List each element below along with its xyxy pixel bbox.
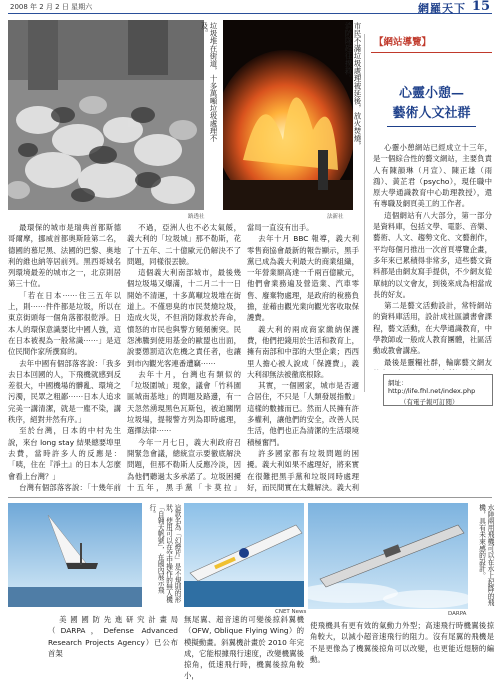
bottom-paragraph: 使飛機具有更有效的氣動力外型；高速飛行時機翼後掠角較大，以減小超音速飛行的阻力。沒有尾翼的飛機是不是更像為了機翼後掠角可以改變，也更能近翅膀的編動。	[310, 621, 494, 664]
col3-paragraph: 義大利的兩成商家繳納保護費，他們把錢用於生活和教育上，擁有南部和中部的大型企業；西西里人擔心被人說成「保護費」，義大利卻無法被徹底根除。	[247, 324, 359, 379]
flying-wing-caption: 這款名為「幻燈片」是不規則的形狀，使用可以在空中操作的無人機「自翱天帆號」，在國內展示飛行。	[147, 504, 181, 603]
sidebar-title-line2: 藝術人文社群	[392, 106, 471, 121]
bottom-section-divider	[8, 497, 492, 498]
garbage-pile-image	[8, 20, 204, 210]
col2-paragraph: 去年十月，台灣也有類似的「垃圾圍城」現象，議會「竹科園區城南基地」的問題及路邊，有一天忽然湧現黑色瓦斯包，被迫關閉垃圾場，提報警方列為即時處理，選擇法律⋯⋯	[127, 369, 241, 436]
col1-paragraph: 「若在日本⋯⋯住三五年以上，則⋯⋯件件都是垃圾，所以在東京街頭每一個角落都很乾淨。日本人的環保意識要比中國人強，這在日本被視為一般常識⋯⋯」是這位民間作家所撰寫的。	[8, 290, 121, 357]
website-url-box	[383, 374, 493, 406]
col1-paragraph: 去年中國有個部落客說：「我多去日本回國的人，下飛機就感到反差很大，中國機場的髒亂、環境之污濁，民眾之粗鄙⋯⋯日本人追求完美一講清潔，就是一塵不染，講秩序，絕對井然有序。」	[8, 358, 121, 425]
page-number: 15	[471, 0, 490, 14]
col3-paragraph: 去年十月 BBC 報導，義大利零售商協會最新的報告顯示，黑手黨已成為義大利最大的商業組織，一年營業額高達一千兩百億歐元，他們會業務遍及營造業、汽車零售、廢棄物處理，是政府的稅務負擔，並藉由觀光業向觀光客收取保護費。	[247, 234, 359, 323]
article-column-3	[247, 222, 359, 494]
darpa-photo	[308, 503, 468, 609]
sidebar-body	[373, 142, 492, 370]
garbage-photo-credit: 路透社	[188, 214, 205, 220]
flying-wing-image	[8, 503, 142, 607]
section-name: 網羅天下	[418, 2, 466, 15]
col3-paragraph: 當局一直沒有出手。	[247, 223, 314, 232]
bottom-column-2	[184, 614, 304, 690]
newsletter-note: （有電子報可訂閱）	[400, 398, 459, 406]
garbage-photo	[8, 20, 204, 210]
sidebar-paragraph: 這個網站有八大部分，第一部分是資料庫，包括文學、電影、音樂、藝術、人文、趨勢文化、文藝創作，平均每個月推出一次首頁導覽企畫，多年來已累積得非常多，這些藝文資料都是由網友寫手提供，不少網友從單純的以文會友，到後來成為相當成長的好友。	[373, 210, 492, 299]
col3-paragraph: 其實，一個國家，城市是否適合居住，不只是「人類發展指數」這樣的數據而已。然而人民擁有許多權利，讓他們的安全，改善人民生活，他們也正為清潔的生活環境積極奮鬥。	[247, 381, 359, 447]
sidebar-title-underline	[387, 126, 476, 127]
bottom-column-3	[310, 620, 494, 690]
sidebar-tag: 【網站導覽】	[374, 37, 432, 48]
craft-photo	[184, 503, 304, 607]
bottom-column-1	[8, 614, 178, 690]
fire-photo-caption: 市民不滿垃圾處理被延後，放火焚燒，消防隊趕往撲救。	[344, 22, 362, 150]
article-column-2	[127, 222, 241, 494]
fire-photo-credit: 法新社	[327, 214, 344, 220]
col2-paragraph: 今年一月七日，義大利政府召開緊急會議，總統宣示要徹底解決問題，但那不勒斯人反應冷淡，因為他們聽過太多承諾了。垃圾困擾十五年，黑手黨「卡莫拉」	[127, 437, 241, 492]
bottom-paragraph: 美國國防先進研究計畫局（DARPA，Defense Advanced Research Projects Agency）已公布首架	[48, 615, 178, 658]
article-column-1	[8, 222, 121, 494]
col2-paragraph: 不過，亞洲人也不必太氣餒，義大利的「垃圾城」那不勒斯，花了十五年、二十億歐元仍解決不了問題，同樣很丟臉。	[127, 223, 241, 266]
page-header	[8, 0, 492, 14]
sidebar-paragraph: 第二是藝文活動設計，常特網站的資料庫活用，設計成社區讀書會課程，藝文活動，在大學通識教育，中學教師或一般成人教育團體，社區活動或教會講座。	[373, 301, 492, 356]
darpa-photo-credit: DARPA	[448, 611, 467, 617]
sidebar-paragraph: 心靈小憩網站已經成立十三年，是一個綜合性的藝文網站，主要負責人有陳韻琳（月宣）、陳正雄（雨鴻）、黃芷君（psycho），現任職中原大學通識教育中心助理教授），還有專職及網頁美工的工作者。	[373, 143, 492, 209]
bottom-paragraph: 無尾翼、超音速的可變後掠斜翼機（OFW, Oblique Flying Wing）的模擬動畫。斜翼機計畫於 2010 年完成，它能根據飛行速度，改變機翼後掠角，低速飛行時，機翼後掠角較小，	[184, 615, 304, 681]
sidebar-title-line1: 心靈小憩—	[398, 86, 464, 101]
col1-paragraph: 台灣有個部落客說：「十幾年前	[19, 482, 121, 492]
col1-paragraph: 最環保的城市是瑞典首都斯德哥爾摩，挪威首都奧斯陸第二名，德國的慕尼黑、法國的巴黎、奧地利的維也納等居前列。黑西哥城名列環境最差的城市之一，北京則居第三十位。	[8, 223, 121, 289]
col3-paragraph: 許多國家都有垃圾問題的困擾。義大利如果不處理好，將來實在很難把黑手黨和垃圾同時處理好，而民間實在太難解決。義大利	[247, 448, 359, 492]
craft-photo-credit: CNET News	[275, 609, 307, 615]
flying-wing-photo	[8, 503, 142, 607]
col1-paragraph: 至於台灣，日本的中村先生說，來台 long stay 結果總要埠里去費，當時許多人的反應是：「咦，住在『淨土』的日本人怎麼會看上台灣？」	[8, 426, 121, 481]
oblique-wing-image	[308, 503, 468, 609]
wing-craft-image	[184, 503, 304, 607]
issue-date: 2008 年 2 月 2 日 星期六	[10, 3, 93, 11]
darpa-photo-caption: 水陸兩用飛機可以在水上起降的飛機，具有未來感的設計。	[477, 504, 494, 606]
website-url[interactable]: 網址：http://life.fhl.net/index.php	[388, 379, 476, 395]
garbage-photo-caption: 垃圾堆在街道，十多萬噸垃圾處理不及。	[200, 22, 218, 142]
website-guide-sidebar	[364, 34, 494, 406]
col2-paragraph: 這個義大利南部城市，最後幾個垃圾場又爆滿，十二月二十一日開始不清運，十多萬噸垃圾堆在街道上。不僅惡臭的市民焚燒垃圾，造成火災，不但消防隊救於奔命，憤怒的市民也與警方頻頻衝突。民怨沸騰到使用基金的歐盟也出面，說要懲罰這次危機之責任者，也讓到市內觀光客連番遭竊⋯⋯	[127, 268, 241, 368]
sidebar-paragraph: 最後是靈糧社群，輪廓藝文網友	[384, 357, 492, 367]
sidebar-rule	[371, 52, 492, 53]
